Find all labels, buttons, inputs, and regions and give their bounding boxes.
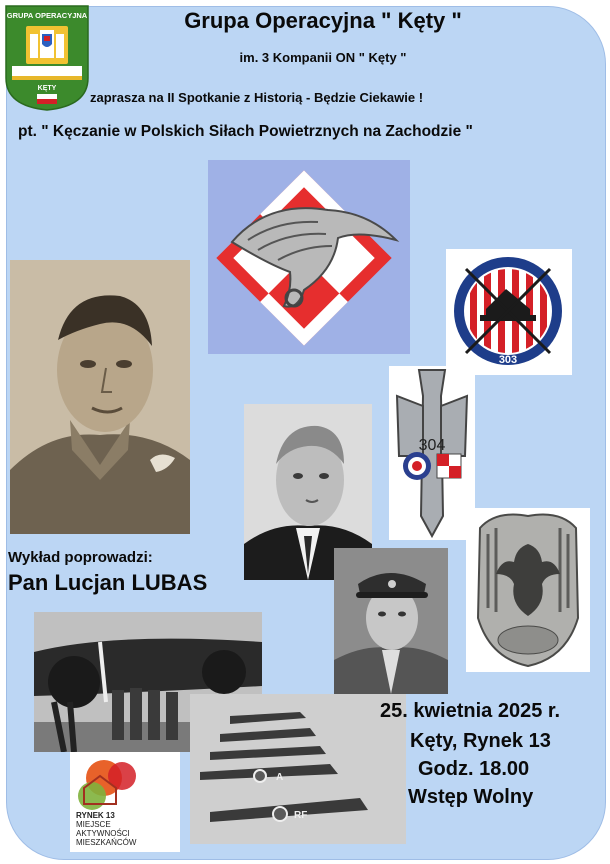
rynek-line-4: MIESZKAŃCÓW <box>76 838 137 847</box>
squadron-304-label: 304 <box>418 437 446 454</box>
rynek-13-logo <box>70 752 180 852</box>
rynek-line-1: RYNEK 13 <box>76 811 115 820</box>
page-title: Grupa Operacyjna " Kęty " <box>184 8 462 33</box>
event-entry: Wstęp Wolny <box>408 786 534 808</box>
rynek-line-3: AKTYWNOŚCI <box>76 829 130 838</box>
invitation-text: zaprasza na II Spotkanie z Historią - Będzie Ciekawie ! <box>90 90 424 105</box>
air-force-badge <box>208 160 410 354</box>
aircraft-code-b: RF <box>294 810 308 821</box>
lecturer-name: Pan Lucjan LUBAS <box>8 570 208 595</box>
raf-pilot-portrait-photo <box>334 548 448 694</box>
event-date: 25. kwietnia 2025 r. <box>380 700 561 722</box>
topic-text: pt. " Kęczanie w Polskich Siłach Powietrznych na Zachodzie " <box>18 123 473 140</box>
lecture-label: Wykład poprowadzi: <box>8 549 153 566</box>
aircraft-code-a: A <box>276 772 284 783</box>
air-force-eagle-badge <box>466 508 590 672</box>
event-place: Kęty, Rynek 13 <box>410 730 551 752</box>
page-subtitle: im. 3 Kompanii ON " Kęty " <box>239 50 407 65</box>
squadron-303-badge <box>446 249 572 375</box>
sepia-portrait-photo <box>10 260 190 534</box>
squadron-304-badge <box>389 366 475 540</box>
spitfire-formation-photo <box>190 694 406 844</box>
squadron-303-label: 303 <box>498 354 518 366</box>
rynek-line-2: MIEJSCE <box>76 820 111 829</box>
event-hour: Godz. 18.00 <box>418 758 530 780</box>
logo-name-text: GRUPA OPERACYJNA <box>6 11 88 20</box>
logo-town-text: KĘTY <box>37 85 57 92</box>
